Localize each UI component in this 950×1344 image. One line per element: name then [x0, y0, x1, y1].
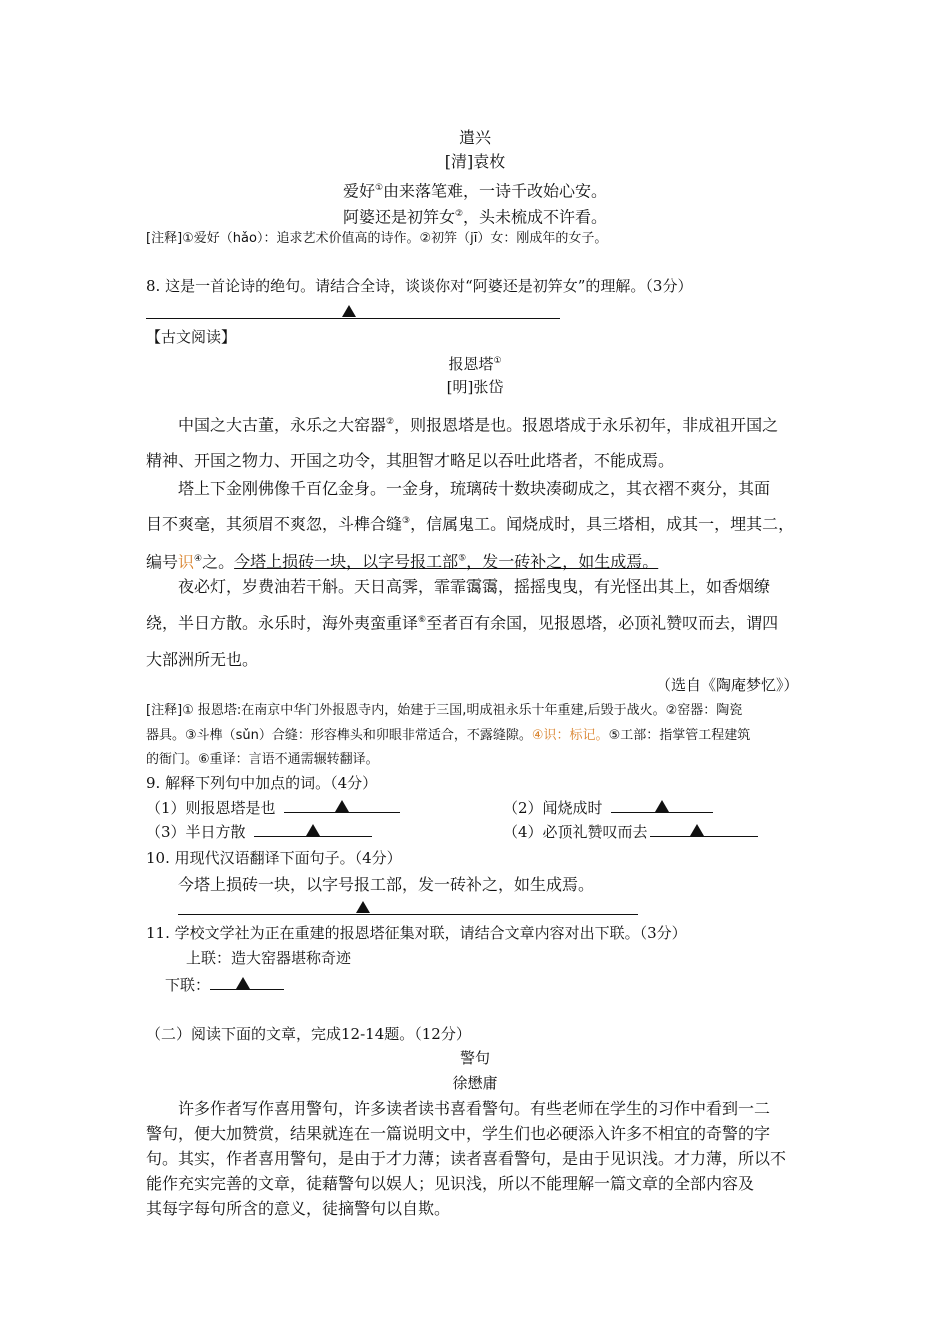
answer-blank[interactable]	[210, 974, 284, 990]
answer-blank[interactable]	[650, 821, 758, 837]
poem-title: 遣兴	[458, 128, 491, 147]
classical-p3-line1: 夜必灯，岁费油若干斛。天日高霁，霏霏霭霭，摇摇曳曳，有光怪出其上，如香烟缭	[178, 577, 771, 596]
classical-note-line2: 器具。③斗榫（sǔn）合缝：形容榫头和卯眼非常适合，不露缝隙。④识：标记。⑤工部：指掌管工程建筑	[146, 728, 751, 743]
part2-line5: 其每字每句所含的意义，徒摘警句以自欺。	[146, 1199, 451, 1218]
q9-item-2: （2）闻烧成时	[503, 797, 713, 818]
translation-sentence-underlined: 今塔上损砖一块，以字号报工部⑤，发一砖补之，如生成焉。	[234, 552, 659, 572]
answer-blank[interactable]	[284, 797, 400, 813]
answer-blank[interactable]	[611, 797, 713, 813]
q11-lower: 下联：	[165, 974, 284, 995]
section-label-classical: 【古文阅读】	[146, 328, 237, 346]
part2-line3: 句。其实，作者喜用警句，是由于才力薄；读者喜看警句，是由于见识浅。才力薄，所以不	[146, 1149, 787, 1168]
part2-heading: （二）阅读下面的文章，完成12-14题。（12分）	[146, 1025, 471, 1043]
poem-author: [清]袁枚	[444, 152, 506, 171]
q9-item-3: （3）半日方散	[146, 821, 372, 842]
classical-p1-line2: 精神、开国之物力、开国之功令，其胆智才略足以吞吐此塔者，不能成焉。	[146, 451, 675, 470]
part2-title: 警句	[459, 1049, 490, 1067]
answer-mark-icon	[342, 305, 356, 317]
q9-item-1: （1）则报恩塔是也	[146, 797, 400, 818]
classical-p2-line1: 塔上下金刚佛像千百亿金身。一金身，琉璃砖十数块凑砌成之，其衣褶不爽分，其面	[178, 479, 771, 498]
classical-source: （选自《陶庵梦忆》）	[656, 676, 799, 694]
answer-mark-icon	[690, 824, 704, 836]
poem-note: [注释]①爱好（hǎo）：追求艺术价值高的诗作。②初笄（jī）女：刚成年的女子。	[146, 231, 608, 246]
q10-sentence: 今塔上损砖一块，以字号报工部，发一砖补之，如生成焉。	[178, 875, 595, 894]
poem-line-1: 爱好①由来落笔难，一诗千改始心安。	[342, 181, 608, 201]
q9-item-4: （4）必顶礼赞叹而去	[503, 821, 758, 842]
classical-p1-line1: 中国之大古董，永乐之大窑器②，则报恩塔是也。报恩塔成于永乐初年，非成祖开国之	[178, 415, 779, 435]
classical-p3-line3: 大部洲所无也。	[146, 650, 259, 669]
answer-mark-icon	[306, 824, 320, 836]
part2-author: 徐懋庸	[452, 1074, 498, 1092]
answer-mark-icon	[655, 800, 669, 812]
part2-line4: 能作充实完善的文章，徒藉警句以娱人；见识浅，所以不能理解一篇文章的全部内容及	[146, 1174, 755, 1193]
answer-mark-icon	[356, 901, 370, 913]
question-11: 11. 学校文学社为正在重建的报恩塔征集对联，请结合文章内容对出下联。（3分）	[146, 924, 687, 942]
poem-line-2: 阿婆还是初笄女②，头未梳成不许看。	[342, 207, 608, 227]
answer-line-10[interactable]	[178, 914, 638, 915]
question-10: 10. 用现代汉语翻译下面句子。（4分）	[146, 849, 402, 867]
question-9: 9. 解释下列句中加点的词。（4分）	[146, 774, 378, 792]
classical-p2-line2: 目不爽毫，其须眉不爽忽，斗榫合缝③，信属鬼工。闻烧成时，具三塔相，成其一，埋其二，	[146, 514, 795, 534]
answer-mark-icon	[335, 800, 349, 812]
question-8: 8. 这是一首论诗的绝句。请结合全诗，谈谈你对“阿婆还是初笄女”的理解。（3分）	[146, 277, 693, 295]
answer-mark-icon	[236, 977, 250, 989]
classical-p3-line2: 绕，半日方散。永乐时，海外夷蛮重译⑥至者百有余国，见报恩塔，必顶礼赞叹而去，谓四	[146, 613, 779, 633]
classical-p2-line3: 编号识④之。今塔上损砖一块，以字号报工部⑤，发一砖补之，如生成焉。	[146, 552, 659, 572]
part2-line1: 许多作者写作喜用警句，许多读者读书喜看警句。有些老师在学生的习作中看到一二	[178, 1099, 771, 1118]
classical-note-line3: 的衙门。⑥重译：言语不通需辗转翻译。	[146, 752, 379, 767]
part2-line2: 警句，便大加赞赏，结果就连在一篇说明文中，学生们也必硬添入许多不相宜的奇警的字	[146, 1124, 771, 1143]
answer-line-8[interactable]	[146, 318, 560, 319]
classical-note-line1: [注释]① 报恩塔:在南京中华门外报恩寺内，始建于三国,明成祖永乐十年重建,后毁于战火。②窑器：陶瓷	[146, 703, 743, 718]
classical-title: 报恩塔①	[448, 355, 502, 373]
q11-upper: 上联：造大窑器堪称奇迹	[186, 949, 352, 967]
classical-author: [明]张岱	[446, 378, 504, 396]
answer-blank[interactable]	[254, 821, 372, 837]
